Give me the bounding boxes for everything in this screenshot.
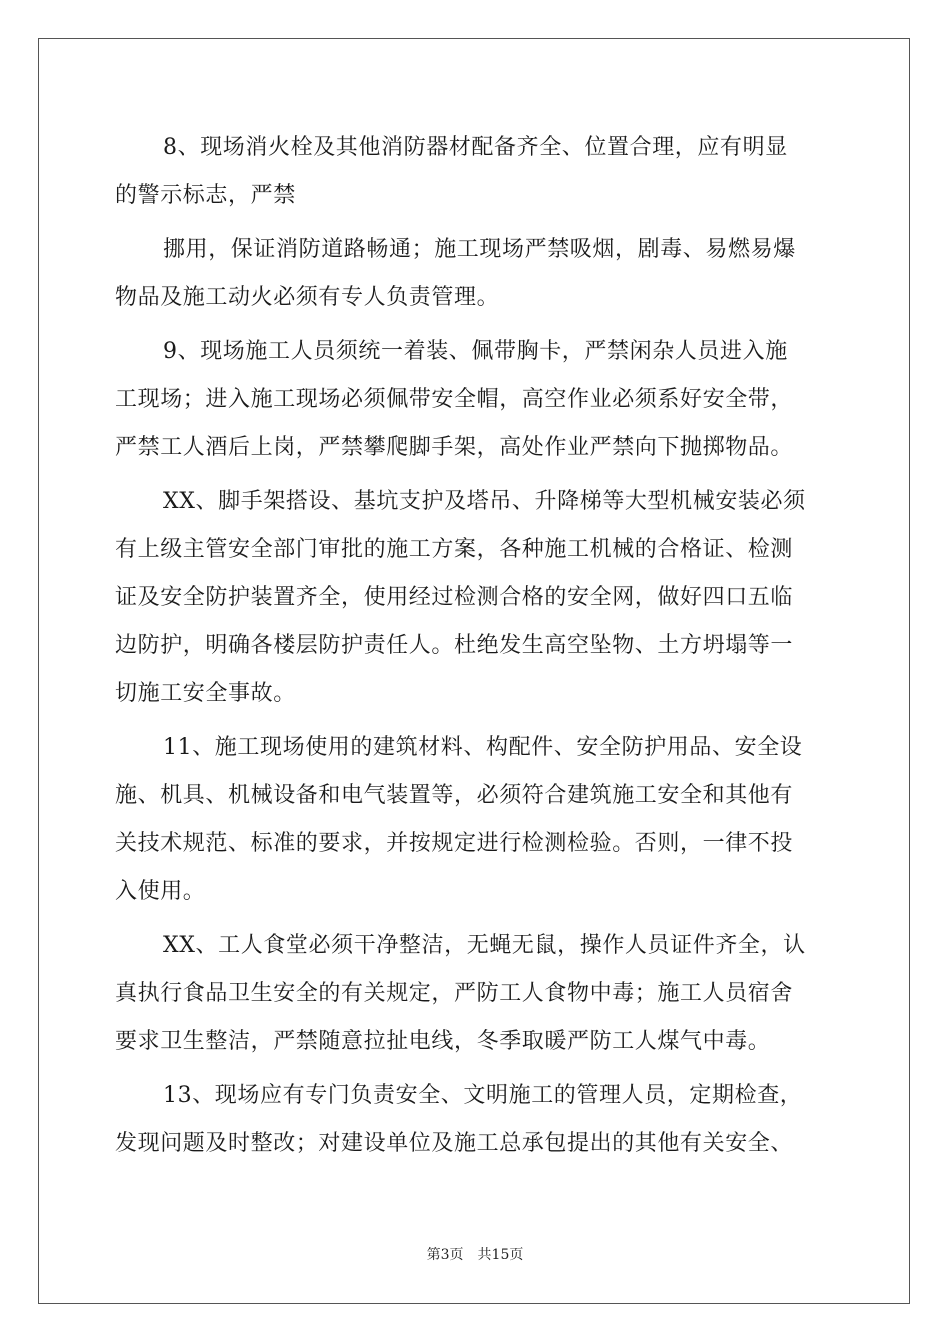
paragraph-10-line-1: XX、脚手架搭设、基坑支护及塔吊、升降梯等大型机械安装必须 [163,489,806,514]
page-footer [0,1245,950,1265]
paragraph-11-line-2: 施、机具、机械设备和电气装置等，必须符合建筑施工安全和其他有 [115,783,794,808]
paragraph-10-line-3: 证及安全防护装置齐全，使用经过检测合格的安全网，做好四口五临 [115,585,794,610]
paragraph-12-line-2: 真执行食品卫生安全的有关规定，严防工人食物中毒；施工人员宿舍 [115,981,794,1006]
paragraph-8-line-1: 8、现场消火栓及其他消防器材配备齐全、位置合理，应有明显 [163,135,788,160]
paragraph-11-line-1: 11、施工现场使用的建筑材料、构配件、安全防护用品、安全设 [163,735,803,760]
paragraph-11-line-4: 入使用。 [115,879,206,904]
paragraph-13-line-2: 发现问题及时整改；对建设单位及施工总承包提出的其他有关安全、 [115,1131,794,1156]
paragraph-10-line-4: 边防护，明确各楼层防护责任人。杜绝发生高空坠物、土方坍塌等一 [115,633,794,658]
paragraph-12-line-3: 要求卫生整洁，严禁随意拉扯电线，冬季取暖严防工人煤气中毒。 [115,1029,771,1054]
paragraph-11-line-3: 关技术规范、标准的要求，并按规定进行检测检验。否则，一律不投 [115,831,794,856]
paragraph-8-line-2: 的警示标志，严禁 [115,183,296,208]
paragraph-9-line-3: 严禁工人酒后上岗，严禁攀爬脚手架，高处作业严禁向下抛掷物品。 [115,435,794,460]
paragraph-9-line-2: 工现场；进入施工现场必须佩带安全帽，高空作业必须系好安全带， [115,387,794,412]
page-number: 第3页 [426,1247,464,1263]
page-total: 共15页 [477,1247,524,1263]
paragraph-13-line-1: 13、现场应有专门负责安全、文明施工的管理人员，定期检查， [163,1083,803,1108]
paragraph-10-line-5: 切施工安全事故。 [115,681,296,706]
paragraph-8b-line-1: 挪用，保证消防道路畅通；施工现场严禁吸烟，剧毒、易燃易爆 [163,237,796,262]
paragraph-8b-line-2: 物品及施工动火必须有专人负责管理。 [115,285,500,310]
paragraph-12-line-1: XX、工人食堂必须干净整洁，无蝇无鼠，操作人员证件齐全，认 [163,933,806,958]
paragraph-10-line-2: 有上级主管安全部门审批的施工方案，各种施工机械的合格证、检测 [115,537,794,562]
paragraph-9-line-1: 9、现场施工人员须统一着装、佩带胸卡，严禁闲杂人员进入施 [163,339,788,364]
